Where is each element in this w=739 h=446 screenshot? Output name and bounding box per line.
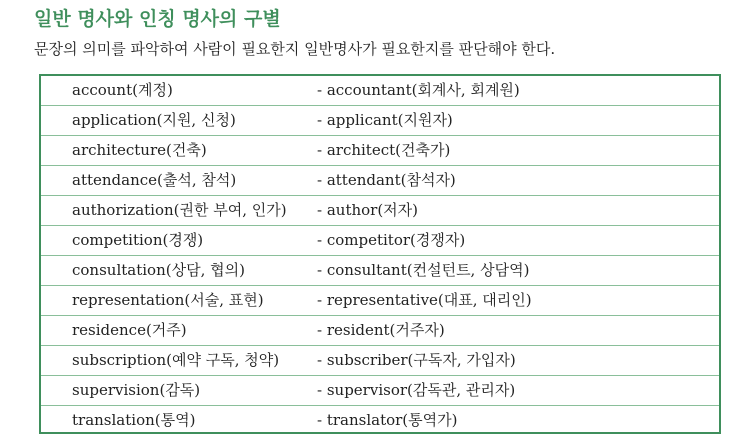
- table-row: [41, 226, 719, 256]
- general-noun: attendance(출석, 참석): [72, 171, 237, 189]
- personal-noun: - resident(거주자): [317, 321, 445, 339]
- table-row: [41, 286, 719, 316]
- table-row: [41, 376, 719, 406]
- general-noun: consultation(상담, 협의): [72, 261, 245, 279]
- general-noun: subscription(예약 구독, 청약): [72, 351, 280, 369]
- personal-noun: - applicant(지원자): [317, 111, 453, 129]
- general-noun: representation(서술, 표현): [72, 291, 264, 309]
- table-row: [41, 106, 719, 136]
- general-noun: residence(거주): [72, 321, 187, 339]
- general-noun: account(계정): [72, 81, 173, 99]
- table-row: [41, 196, 719, 226]
- table-row: [41, 166, 719, 196]
- table-row: [41, 76, 719, 106]
- table-row: [41, 136, 719, 166]
- personal-noun: - translator(통역가): [317, 411, 458, 429]
- personal-noun: - representative(대표, 대리인): [317, 291, 532, 309]
- personal-noun: - architect(건축가): [317, 141, 451, 159]
- table-row: [41, 346, 719, 376]
- table-row: [41, 406, 719, 436]
- general-noun: authorization(권한 부여, 인가): [72, 201, 287, 219]
- general-noun: architecture(건축): [72, 141, 207, 159]
- general-noun: supervision(감독): [72, 381, 201, 399]
- personal-noun: - competitor(경쟁자): [317, 231, 466, 249]
- word-pair-table: [39, 74, 721, 434]
- page-subtitle: 문장의 의미를 파악하여 사람이 필요한지 일반명사가 필요한지를 판단해야 한다.: [34, 40, 556, 58]
- general-noun: competition(경쟁): [72, 231, 204, 249]
- personal-noun: - attendant(참석자): [317, 171, 456, 189]
- page-title: 일반 명사와 인칭 명사의 구별: [34, 8, 281, 30]
- personal-noun: - consultant(컨설턴트, 상담역): [317, 261, 530, 279]
- personal-noun: - accountant(회계사, 회계원): [317, 81, 520, 99]
- personal-noun: - author(저자): [317, 201, 419, 219]
- table-row: [41, 316, 719, 346]
- personal-noun: - subscriber(구독자, 가입자): [317, 351, 516, 369]
- general-noun: application(지원, 신청): [72, 111, 236, 129]
- general-noun: translation(통역): [72, 411, 196, 429]
- table-row: [41, 256, 719, 286]
- personal-noun: - supervisor(감독관, 관리자): [317, 381, 516, 399]
